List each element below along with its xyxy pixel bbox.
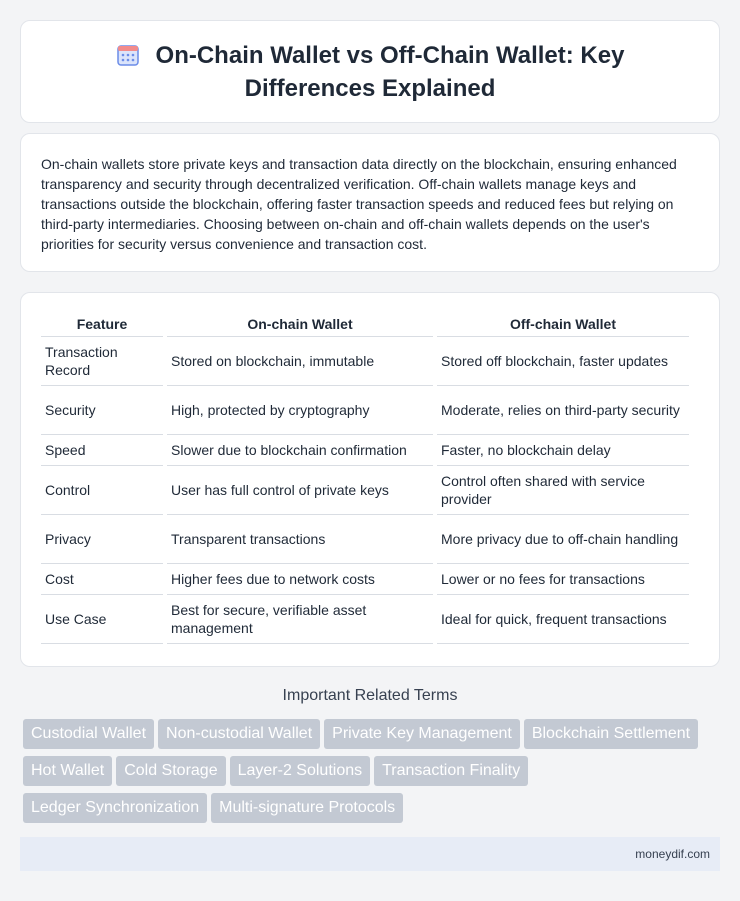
table-cell: Security [41, 386, 163, 435]
title-wrap [50, 41, 690, 103]
table-header-row [41, 311, 689, 337]
term-tag[interactable]: Cold Storage [116, 756, 225, 786]
table-cell: Transaction Record [41, 337, 163, 386]
table-cell: Speed [41, 435, 163, 466]
table-cell: Lower or no fees for transactions [437, 564, 689, 595]
table-cell: More privacy due to off-chain handling [437, 515, 689, 564]
table-row [41, 466, 689, 515]
term-tag[interactable]: Custodial Wallet [23, 719, 154, 749]
comparison-table [37, 311, 693, 644]
table-cell: Control [41, 466, 163, 515]
header-on-chain: On-chain Wallet [167, 311, 433, 337]
page-title [50, 41, 690, 103]
table-cell: Stored off blockchain, faster updates [437, 337, 689, 386]
term-tag[interactable]: Blockchain Settlement [524, 719, 698, 749]
table-row [41, 595, 689, 644]
table-cell: Best for secure, verifiable asset management [167, 595, 433, 644]
term-tag[interactable]: Multi-signature Protocols [211, 793, 403, 823]
related-terms-title: Important Related Terms [282, 687, 458, 704]
table-cell: Control often shared with service provider [437, 466, 689, 515]
table-cell: Slower due to blockchain confirmation [167, 435, 433, 466]
table-row [41, 564, 689, 595]
comparison-table-card [20, 292, 720, 667]
table-row [41, 386, 689, 435]
term-tag[interactable]: Layer-2 Solutions [230, 756, 371, 786]
table-cell: Cost [41, 564, 163, 595]
table-cell: Higher fees due to network costs [167, 564, 433, 595]
table-row [41, 515, 689, 564]
table-cell: High, protected by cryptography [167, 386, 433, 435]
term-tag[interactable]: Private Key Management [324, 719, 520, 749]
term-tag[interactable]: Transaction Finality [374, 756, 528, 786]
table-cell: Use Case [41, 595, 163, 644]
table-cell: Transparent transactions [167, 515, 433, 564]
table-cell: Privacy [41, 515, 163, 564]
footer [20, 837, 720, 871]
footer-site[interactable]: moneydif.com [635, 847, 710, 861]
table-row [41, 337, 689, 386]
table-cell: Stored on blockchain, immutable [167, 337, 433, 386]
header-off-chain: Off-chain Wallet [437, 311, 689, 337]
page-title-text: On-Chain Wallet vs Off-Chain Wallet: Key Differences Explained [155, 41, 625, 102]
intro-paragraph: On-chain wallets store private keys and transaction data directly on the blockchain, ensuring enhanced transparency and security through decentralized verification. Off-chain wallets manage keys and transactions outside the blockchain, offering faster transaction speeds and reduced fees but relying on third-party intermediaries. Choosing between on-chain and off-chain wallets depends on the user's priorities for security versus convenience and transaction cost. [41, 156, 677, 252]
title-card [20, 20, 720, 123]
term-tag[interactable]: Non-custodial Wallet [158, 719, 320, 749]
table-cell: Ideal for quick, frequent transactions [437, 595, 689, 644]
related-terms-tags [23, 719, 723, 830]
header-feature: Feature [41, 311, 163, 337]
table-cell: User has full control of private keys [167, 466, 433, 515]
term-tag[interactable]: Ledger Synchronization [23, 793, 207, 823]
calendar-icon [116, 43, 140, 74]
table-cell: Faster, no blockchain delay [437, 435, 689, 466]
intro-card [20, 133, 720, 272]
table-row [41, 435, 689, 466]
table-cell: Moderate, relies on third-party security [437, 386, 689, 435]
term-tag[interactable]: Hot Wallet [23, 756, 112, 786]
